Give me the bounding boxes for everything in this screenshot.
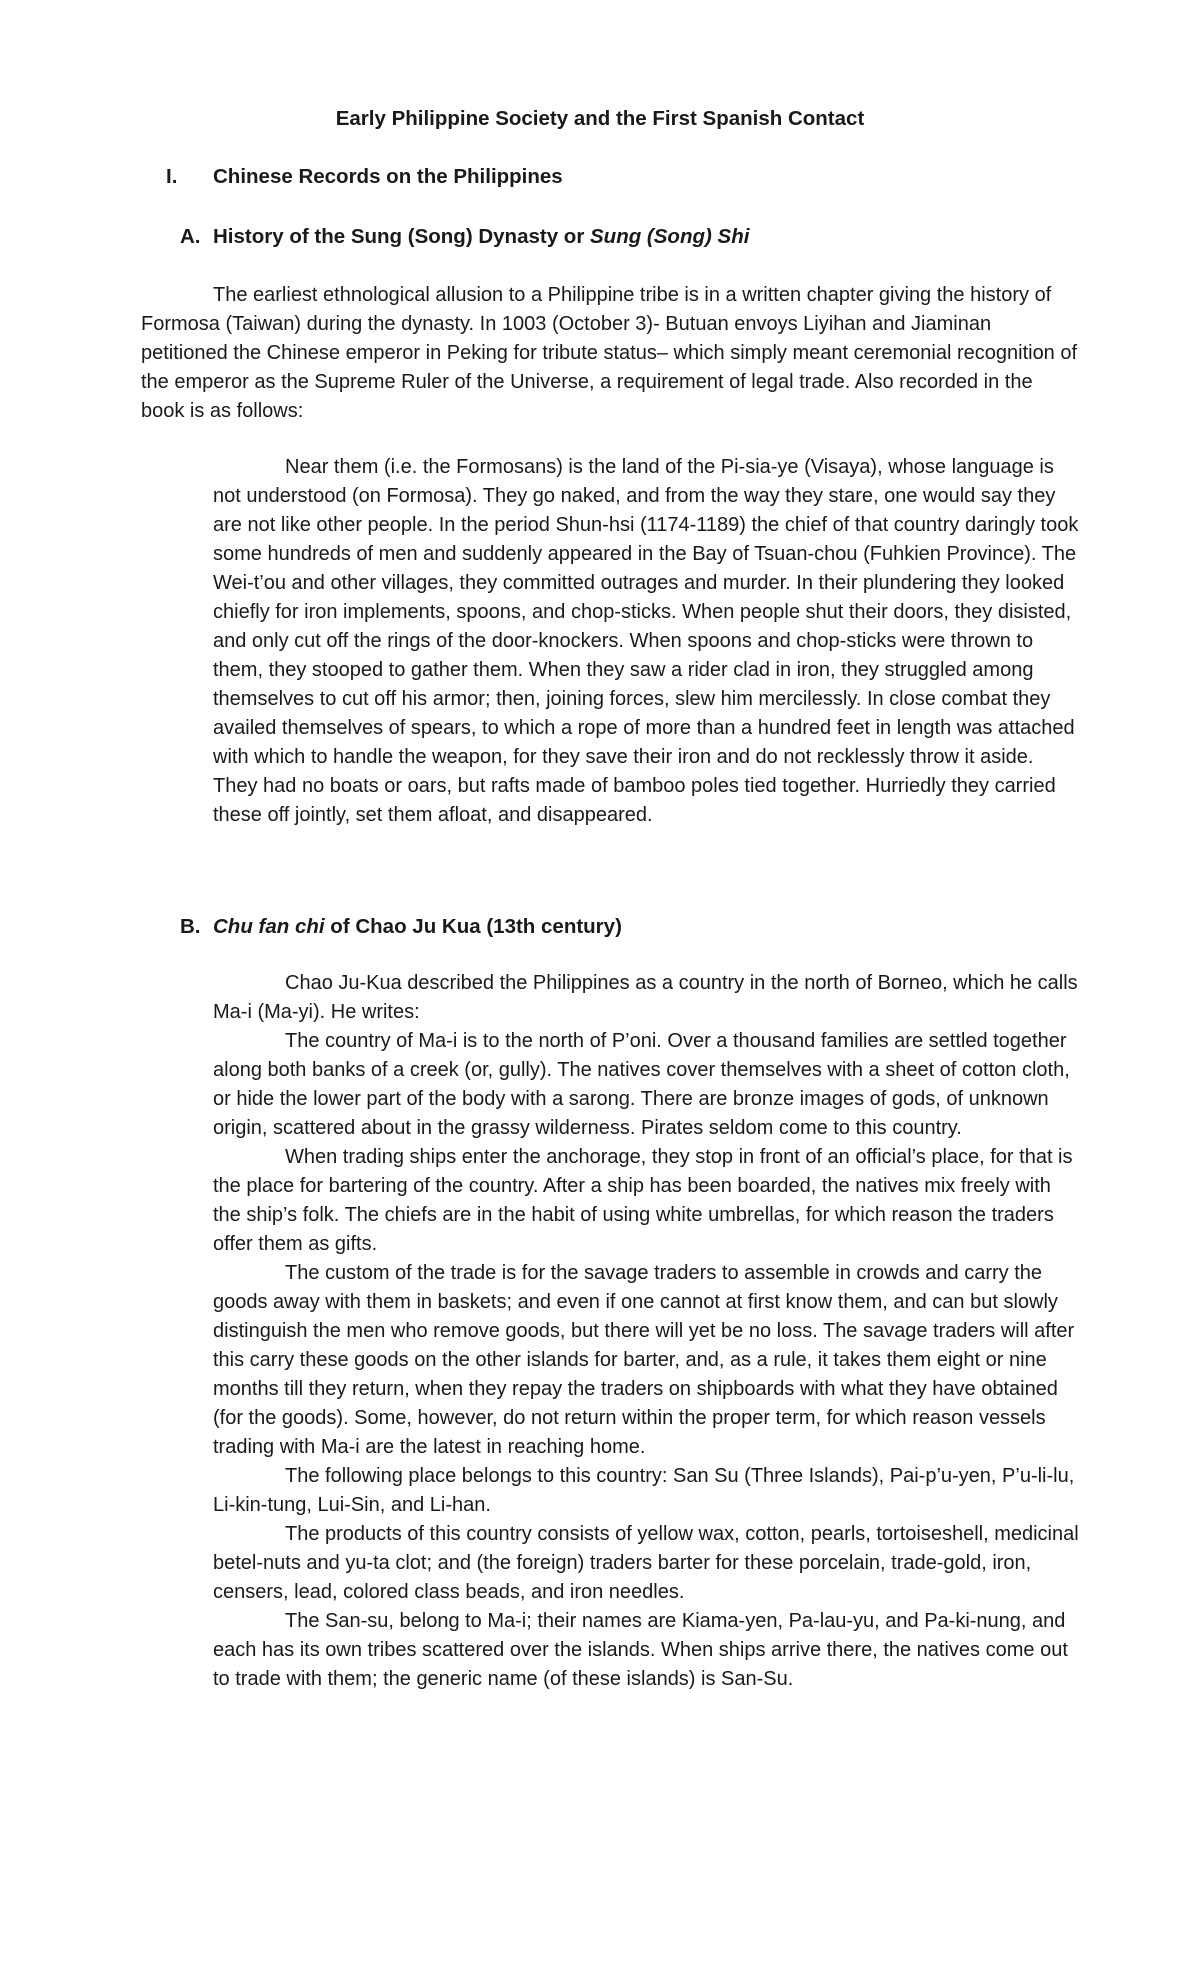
section-b-letter: B. [180,915,201,938]
section-a-letter: A. [180,225,201,248]
section-a-heading-italic: Sung (Song) Shi [590,225,750,248]
section-a-intro-block [141,281,1081,426]
document-title: Early Philippine Society and the First Spanish Contact [335,107,865,130]
section-a-heading [213,222,749,251]
section-1-number: I. [166,165,178,188]
section-a-heading-text: History of the Sung (Song) Dynasty or [213,225,590,248]
section-b-paragraph-6: The products of this country consists of yellow wax, cotton, pearls, tortoiseshell, medicinal betel-nuts and yu-ta clot; and (the foreign) traders barter for these porcelain, trade-gold, iron, censers, lead, colored class beads, and iron needles. [213,1523,1079,1603]
section-b-paragraph-2: The country of Ma-i is to the north of P’oni. Over a thousand families are settled together along both banks of a creek (or, gully). The natives cover themselves with a sheet of cotton cloth, or hide the lower part of the body with a sarong. There are bronze images of gods, of unknown origin, scattered about in the grassy wilderness. Pirates seldom come to this country. [213,1030,1070,1139]
section-a-intro-paragraph: The earliest ethnological allusion to a Philippine tribe is in a written chapter giving the history of Formosa (Taiwan) during the dynasty. In 1003 (October 3)- Butuan envoys Liyihan and Jiaminan petitioned the Chinese emperor in Peking for tribute status– which simply meant ceremonial recognition of the emperor as the Supreme Ruler of the Universe, a requirement of legal trade. Also recorded in the book is as follows: [141,284,1078,422]
section-b-body [213,969,1081,1694]
section-b-heading [213,912,622,941]
section-b-paragraph-1: Chao Ju-Kua described the Philippines as a country in the north of Borneo, which he calls Ma-i (Ma-yi). He writes: [213,972,1078,1023]
section-b-paragraph-7: The San-su, belong to Ma-i; their names are Kiama-yen, Pa-lau-yu, and Pa-ki-nung, and each has its own tribes scattered over the islands. When ships arrive there, the natives come out to trade with them; the generic name (of these islands) is San-Su. [213,1610,1068,1690]
section-b-paragraph-3: When trading ships enter the anchorage, they stop in front of an official’s place, for that is the place for bartering of the country. After a ship has been boarded, the natives mix freely with the ship’s folk. The chiefs are in the habit of using white umbrellas, for which reason the traders offer them as gifts. [213,1146,1073,1255]
section-a-quote-paragraph: Near them (i.e. the Formosans) is the land of the Pi-sia-ye (Visaya), whose language is not understood (on Formosa). They go naked, and from the way they stare, one would say they are not like other people. In the period Shun-hsi (1174-1189) the chief of that country daringly took some hundreds of men and suddenly appeared in the Bay of Tsuan-chou (Fuhkien Province). The Wei-t’ou and other villages, they committed outrages and murder. In their plundering they looked chiefly for iron implements, spoons, and chop-sticks. When people shut their doors, they disisted, and only cut off the rings of the door-knockers. When spoons and chop-sticks were thrown to them, they stooped to gather them. When they saw a rider clad in iron, they struggled among themselves to cut off his armor; then, joining forces, slew him mercilessly. In close combat they availed themselves of spears, to which a rope of more than a hundred feet in length was attached with which to handle the weapon, for they save their iron and do not recklessly throw it aside. They had no boats or oars, but rafts made of bamboo poles tied together. Hurriedly they carried these off jointly, set them afloat, and disappeared. [213,456,1079,826]
section-b-paragraph-5: The following place belongs to this country: San Su (Three Islands), Pai-p’u-yen, P’u-li-lu, Li-kin-tung, Lui-Sin, and Li-han. [213,1465,1075,1516]
section-a-quote-block [213,453,1081,830]
section-1-heading: Chinese Records on the Philippines [213,165,563,188]
section-b-paragraph-4: The custom of the trade is for the savage traders to assemble in crowds and carry the goods away with them in baskets; and even if one cannot at first know them, and can but slowly distinguish the men who remove goods, but there will yet be no loss. The savage traders will after this carry these goods on the other islands for barter, and, as a rule, it takes them eight or nine months till they return, when they repay the traders on shipboards with what they have obtained (for the goods). Some, however, do not return within the proper term, for which reason vessels trading with Ma-i are the latest in reaching home. [213,1262,1075,1458]
section-b-heading-text: of Chao Ju Kua (13th century) [324,915,622,938]
section-b-heading-italic: Chu fan chi [213,915,325,938]
